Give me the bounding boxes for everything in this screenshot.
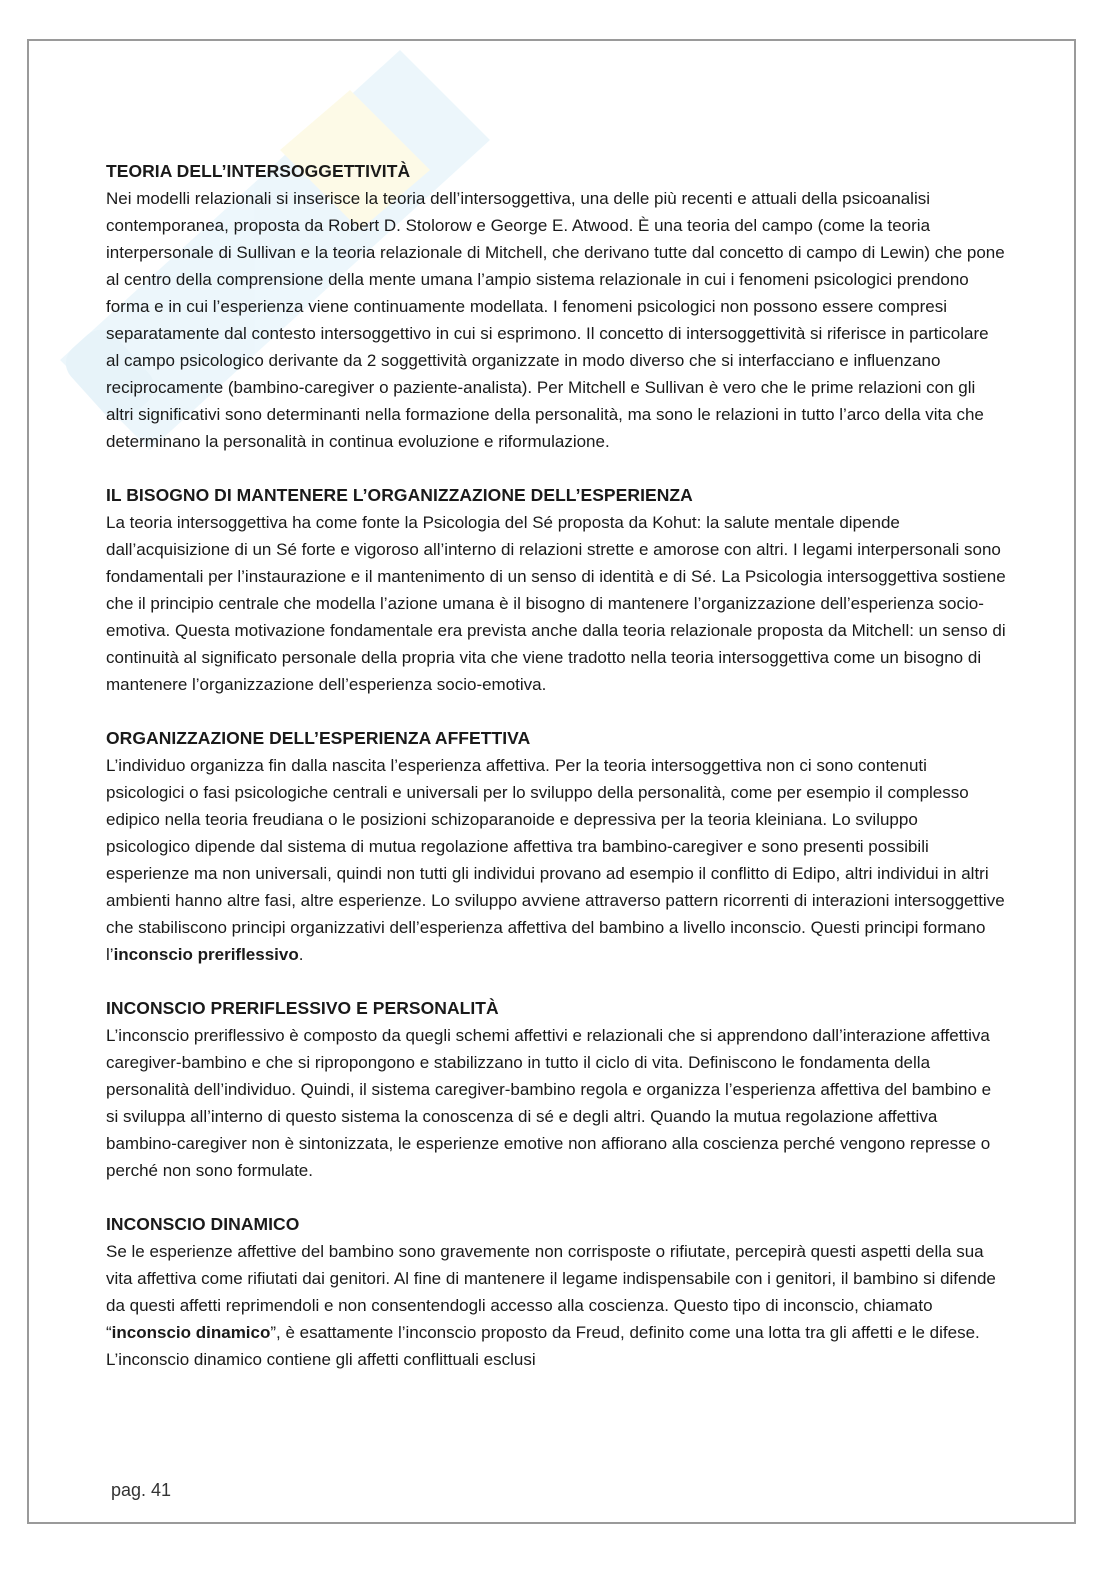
section [106,1211,1006,1373]
section [106,995,1006,1184]
bold-term: inconscio preriflessivo [113,945,299,964]
text-run: L’inconscio preriflessivo è composto da quegli schemi affettivi e relazionali che si apprendono dall’interazione affettiva caregiver-bambino e che si ripropongono e stabilizzano in tutto il ciclo di vita. Definiscono le fondamenta della personalità dell’individuo. Quindi, il sistema caregiver-bambino regola e organizza l’esperienza affettiva del bambino e si sviluppa all’interno di questo sistema la conoscenza di sé e degli altri. Quando la mutua regolazione affettiva bambino-caregiver non è sintonizzata, le esperienze emotive non affiorano alla coscienza perché vengono represse o perché non sono formulate. [106,1026,992,1180]
bold-term: inconscio dinamico [111,1323,271,1342]
document-body [106,158,1006,1400]
section [106,725,1006,968]
section-heading: ORGANIZZAZIONE DELL’ESPERIENZA AFFETTIVA [106,728,531,748]
page-number: pag. 41 [111,1480,172,1500]
section-paragraph [106,1238,1006,1373]
section-paragraph [106,1022,1006,1184]
section-paragraph [106,752,1006,968]
section-paragraph [106,509,1006,698]
section [106,158,1006,455]
text-run: Se le esperienze affettive del bambino sono gravemente non corrisposte o rifiutate, percepirà questi aspetti della sua vita affettiva come rifiutati dai genitori. Al fine di mantenere il legame indispensabile con i genitori, il bambino si difende da questi affetti reprimendoli e non consentendogli accesso alla coscienza. Questo tipo di inconscio, chiamato “ [106,1242,996,1342]
text-run: ”, è esattamente l’inconscio proposto da Freud, definito come una lotta tra gli affetti e le difese. L’inconscio dinamico contiene gli affetti conflittuali esclusi [106,1323,980,1369]
section-heading: IL BISOGNO DI MANTENERE L’ORGANIZZAZIONE DELL’ESPERIENZA [106,485,693,505]
section-paragraph [106,185,1006,455]
section-heading: TEORIA DELL’INTERSOGGETTIVITÀ [106,161,411,181]
text-run: L’individuo organizza fin dalla nascita l’esperienza affettiva. Per la teoria intersoggettiva non ci sono contenuti psicologici o fasi psicologiche centrali e universali per lo sviluppo della personalità, come per esempio il complesso edipico nella teoria freudiana o le posizioni schizoparanoide e depressiva per la teoria kleiniana. Lo sviluppo psicologico dipende dal sistema di mutua regolazione affettiva tra bambino-caregiver e sono presenti possibili esperienze ma non universali, quindi non tutti gli individui provano ad esempio il conflitto di Edipo, altri individui in altri ambienti hanno altre fasi, altre esperienze. Lo sviluppo avviene attraverso pattern ricorrenti di interazioni intersoggettive che stabiliscono principi organizzativi dell’esperienza affettiva del bambino a livello inconscio. Questi principi formano l’ [106,756,1005,964]
section-heading: INCONSCIO PRERIFLESSIVO E PERSONALITÀ [106,998,499,1018]
section [106,482,1006,698]
text-run: . [298,945,304,964]
text-run: Nei modelli relazionali si inserisce la teoria dell’intersoggettiva, una delle più recenti e attuali della psicoanalisi contemporanea, proposta da Robert D. Stolorow e George E. Atwood. È una teoria del campo (come la teoria interpersonale di Sullivan e la teoria relazionale di Mitchell, che derivano tutte dal concetto di campo di Lewin) che pone al centro della comprensione della mente umana l’ampio sistema relazionale in cui i fenomeni psicologici prendono forma e in cui l’esperienza viene continuamente modellata. I fenomeni psicologici non possono essere compresi separatamente dal contesto intersoggettivo in cui si esprimono. Il concetto di intersoggettività si riferisce in particolare al campo psicologico derivante da 2 soggettività organizzate in modo diverso che si interfacciano e influenzano reciprocamente (bambino-caregiver o paziente-analista). Per Mitchell e Sullivan è vero che le prime relazioni con gli altri significativi sono determinanti nella formazione della personalità, ma sono le relazioni in tutto l’arco della vita che determinano la personalità in continua evoluzione e riformulazione. [106,189,1005,451]
text-run: La teoria intersoggettiva ha come fonte la Psicologia del Sé proposta da Kohut: la salute mentale dipende dall’acquisizione di un Sé forte e vigoroso all’interno di relazioni strette e amorose con altri. I legami interpersonali sono fondamentali per l’instaurazione e il mantenimento di un senso di identità e di Sé. La Psicologia intersoggettiva sostiene che il principio centrale che modella l’azione umana è il bisogno di mantenere l’organizzazione dell’esperienza socio-emotiva. Questa motivazione fondamentale era prevista anche dalla teoria relazionale proposta da Mitchell: un senso di continuità al significato personale della propria vita che viene tradotto nella teoria intersoggettiva come un bisogno di mantenere l’organizzazione dell’esperienza socio-emotiva. [106,513,1006,694]
section-heading: INCONSCIO DINAMICO [106,1214,300,1234]
